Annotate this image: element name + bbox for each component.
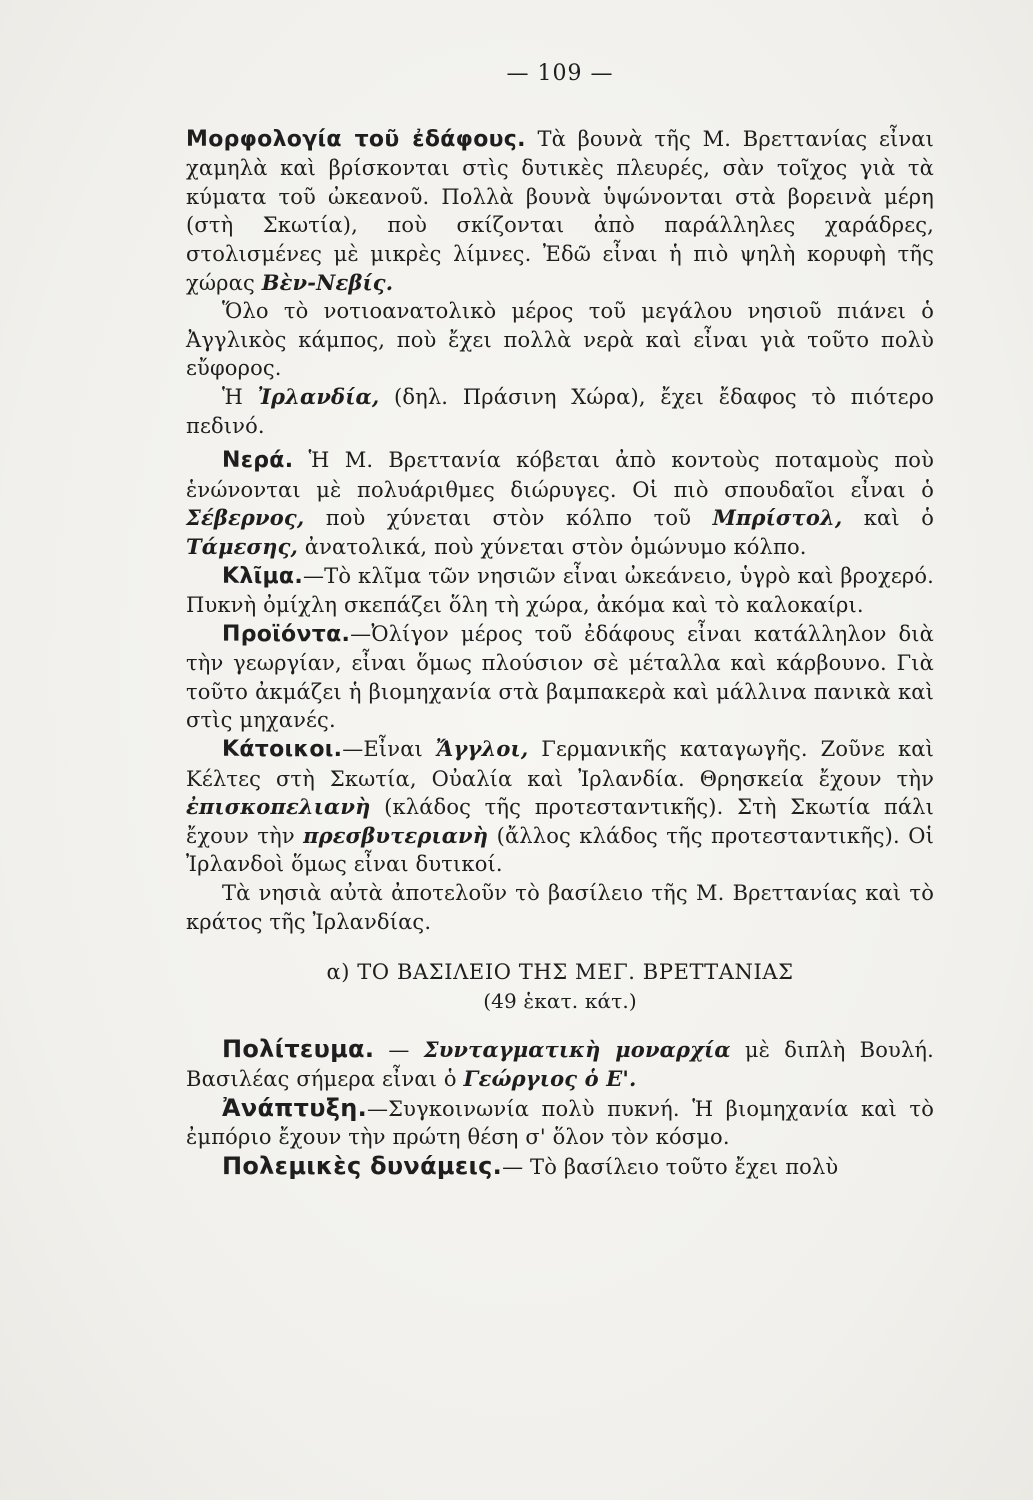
emphasis-george-v: Γεώργιος ὁ Ε'. [463, 1066, 637, 1091]
emphasis-thames: Τάμεσης, [186, 533, 298, 559]
paragraph-english-plain: Ὅλο τὸ νοτιοανατολικὸ μέρος τοῦ μεγάλου νησιοῦ πιάνει ὁ Ἀγγλικὸς κάμπος, ποὺ ἔχει πολλὰ νερὰ καὶ εἶναι γιὰ τοῦτο πολὺ εὔφορος. [186, 299, 934, 381]
paragraph-development [186, 1094, 934, 1152]
paragraph-waters [186, 446, 934, 561]
text: (κλάδος τῆς προτεσταντικῆς). Στὴ Σκωτία πάλι ἔχουν τὴν [186, 795, 934, 848]
emphasis-bristol: Μπρίστολ, [712, 505, 843, 531]
paragraph-products [186, 620, 934, 735]
emphasis-severn: Σέβερνος, [186, 505, 305, 531]
emphasis-angles: Ἄγγλοι, [435, 736, 529, 762]
emphasis-presbyterian: πρεσβυτεριανὴ [303, 822, 489, 848]
heading-government: Πολίτευμα. [222, 1035, 375, 1064]
text: Ἡ [222, 384, 258, 409]
emphasis-ireland: Ἰρλανδία, [257, 383, 380, 409]
text: —Ὀλίγον μέρος τοῦ ἐδάφους εἶναι κατάλληλον διὰ τὴν γεωργίαν, εἶναι ὅμως πλούσιον σὲ μέταλλα καὶ κάρβουνο. Γιὰ τοῦτο ἀκμάζει ἡ βιομηχανία στὰ βαμπακερὰ καὶ μάλλινα πανικὰ καὶ στὶς μηχανές. [186, 621, 934, 733]
section-title: α) ΤΟ ΒΑΣΙΛΕΙΟ ΤΗΣ ΜΕΓ. ΒΡΕΤΤΑΝΙΑΣ [326, 960, 794, 985]
paragraph-government [186, 1035, 934, 1093]
text: ποὺ χύνεται στὸν κόλπο τοῦ [304, 506, 713, 531]
paragraph-military [186, 1152, 934, 1182]
heading-waters: Νερά. [222, 448, 294, 474]
heading-products: Προϊόντα. [222, 621, 351, 647]
paragraph-morphology [186, 125, 934, 298]
emphasis-ben-nevis: Βὲν-Νεβίς. [261, 269, 394, 295]
text: —Συγκοινωνία πολὺ πυκνή. Ἡ βιομηχανία καὶ τὸ ἐμπόριο ἔχουν τὴν πρώτη θέση σ' ὅλον τὸν κόσμο. [186, 1096, 934, 1150]
text: (ἄλλος κλάδος τῆς προτεσταντικῆς). Οἱ Ἰρλανδοὶ ὅμως εἶναι δυτικοί. [186, 823, 934, 877]
text: — [374, 1038, 424, 1063]
text: — Τὸ βασίλειο τοῦτο ἔχει πολὺ [502, 1154, 839, 1179]
heading-development: Ἀνάπτυξη. [222, 1093, 368, 1122]
page-content [186, 60, 934, 1181]
paragraph-climate [186, 562, 934, 620]
heading-military: Πολεμικὲς δυνάμεις. [222, 1151, 503, 1180]
heading-climate: Κλῖμα. [222, 563, 304, 589]
text: Τὰ βουνὰ τῆς Μ. Βρεττανίας εἶναι χαμηλὰ καὶ βρίσκονται στὶς δυτικὲς πλευρές, σὰν τοῖχος γιὰ τὰ κύματα τοῦ ὠκεανοῦ. Πολλὰ βουνὰ ὑψώνονται στὰ βορεινὰ μέρη (στὴ Σκωτία), ποὺ σκίζονται ἀπὸ παράλληλες χαράδρες, στολισμένες μὲ μικρὲς λίμνες. Ἐδῶ εἶναι ἡ πιὸ ψηλὴ κορυφὴ τῆς χώρας [186, 126, 934, 295]
emphasis-constitutional-monarchy: Συνταγματικὴ μοναρχία [423, 1037, 731, 1063]
page-number: — 109 — [506, 61, 614, 86]
paragraph-kingdom: Τὰ νησιὰ αὐτὰ ἀποτελοῦν τὸ βασίλειο τῆς Μ. Βρεττανίας καὶ τὸ κράτος τῆς Ἰρλανδίας. [186, 881, 934, 934]
heading-morphology: Μορφολογία τοῦ ἐδάφους. [186, 126, 526, 152]
text: (δηλ. Πράσινη Χώρα), ἔχει ἔδαφος τὸ πιότερο πεδινό. [186, 384, 934, 438]
text: —Εἶναι [342, 737, 436, 762]
heading-inhabitants: Κάτοικοι. [222, 737, 343, 763]
text: Ἡ Μ. Βρεττανία κόβεται ἀπὸ κοντοὺς ποταμοὺς ποὺ ἑνώνονται μὲ πολυάριθμες διώρυγες. Οἱ πιὸ σπουδαῖοι εἶναι ὁ [186, 448, 934, 502]
section-subtitle: (49 ἑκατ. κάτ.) [483, 988, 637, 1013]
paragraph-inhabitants [186, 735, 934, 879]
text: μὲ διπλὴ Βουλή. Βασιλέας σήμερα εἶναι ὁ [186, 1038, 934, 1091]
text: Γερμανικῆς καταγωγῆς. Ζοῦνε καὶ Κέλτες στὴ Σκωτία, Οὐαλία καὶ Ἰρλανδία. Θρησκεία ἔχουν τὴν [186, 737, 934, 791]
text: ἀνατολικά, ποὺ χύνεται στὸν ὁμώνυμο κόλπο. [297, 534, 807, 559]
text: καὶ ὁ [842, 506, 934, 531]
paragraph-ireland [186, 383, 934, 440]
text: —Τὸ κλῖμα τῶν νησιῶν εἶναι ὠκεάνειο, ὑγρὸ καὶ βροχερό. Πυκνὴ ὀμίχλη σκεπάζει ὅλη τὴ χώρα, ἀκόμα καὶ τὸ καλοκαίρι. [186, 563, 934, 618]
emphasis-episcopalian: ἐπισκοπελιανὴ [186, 794, 371, 820]
